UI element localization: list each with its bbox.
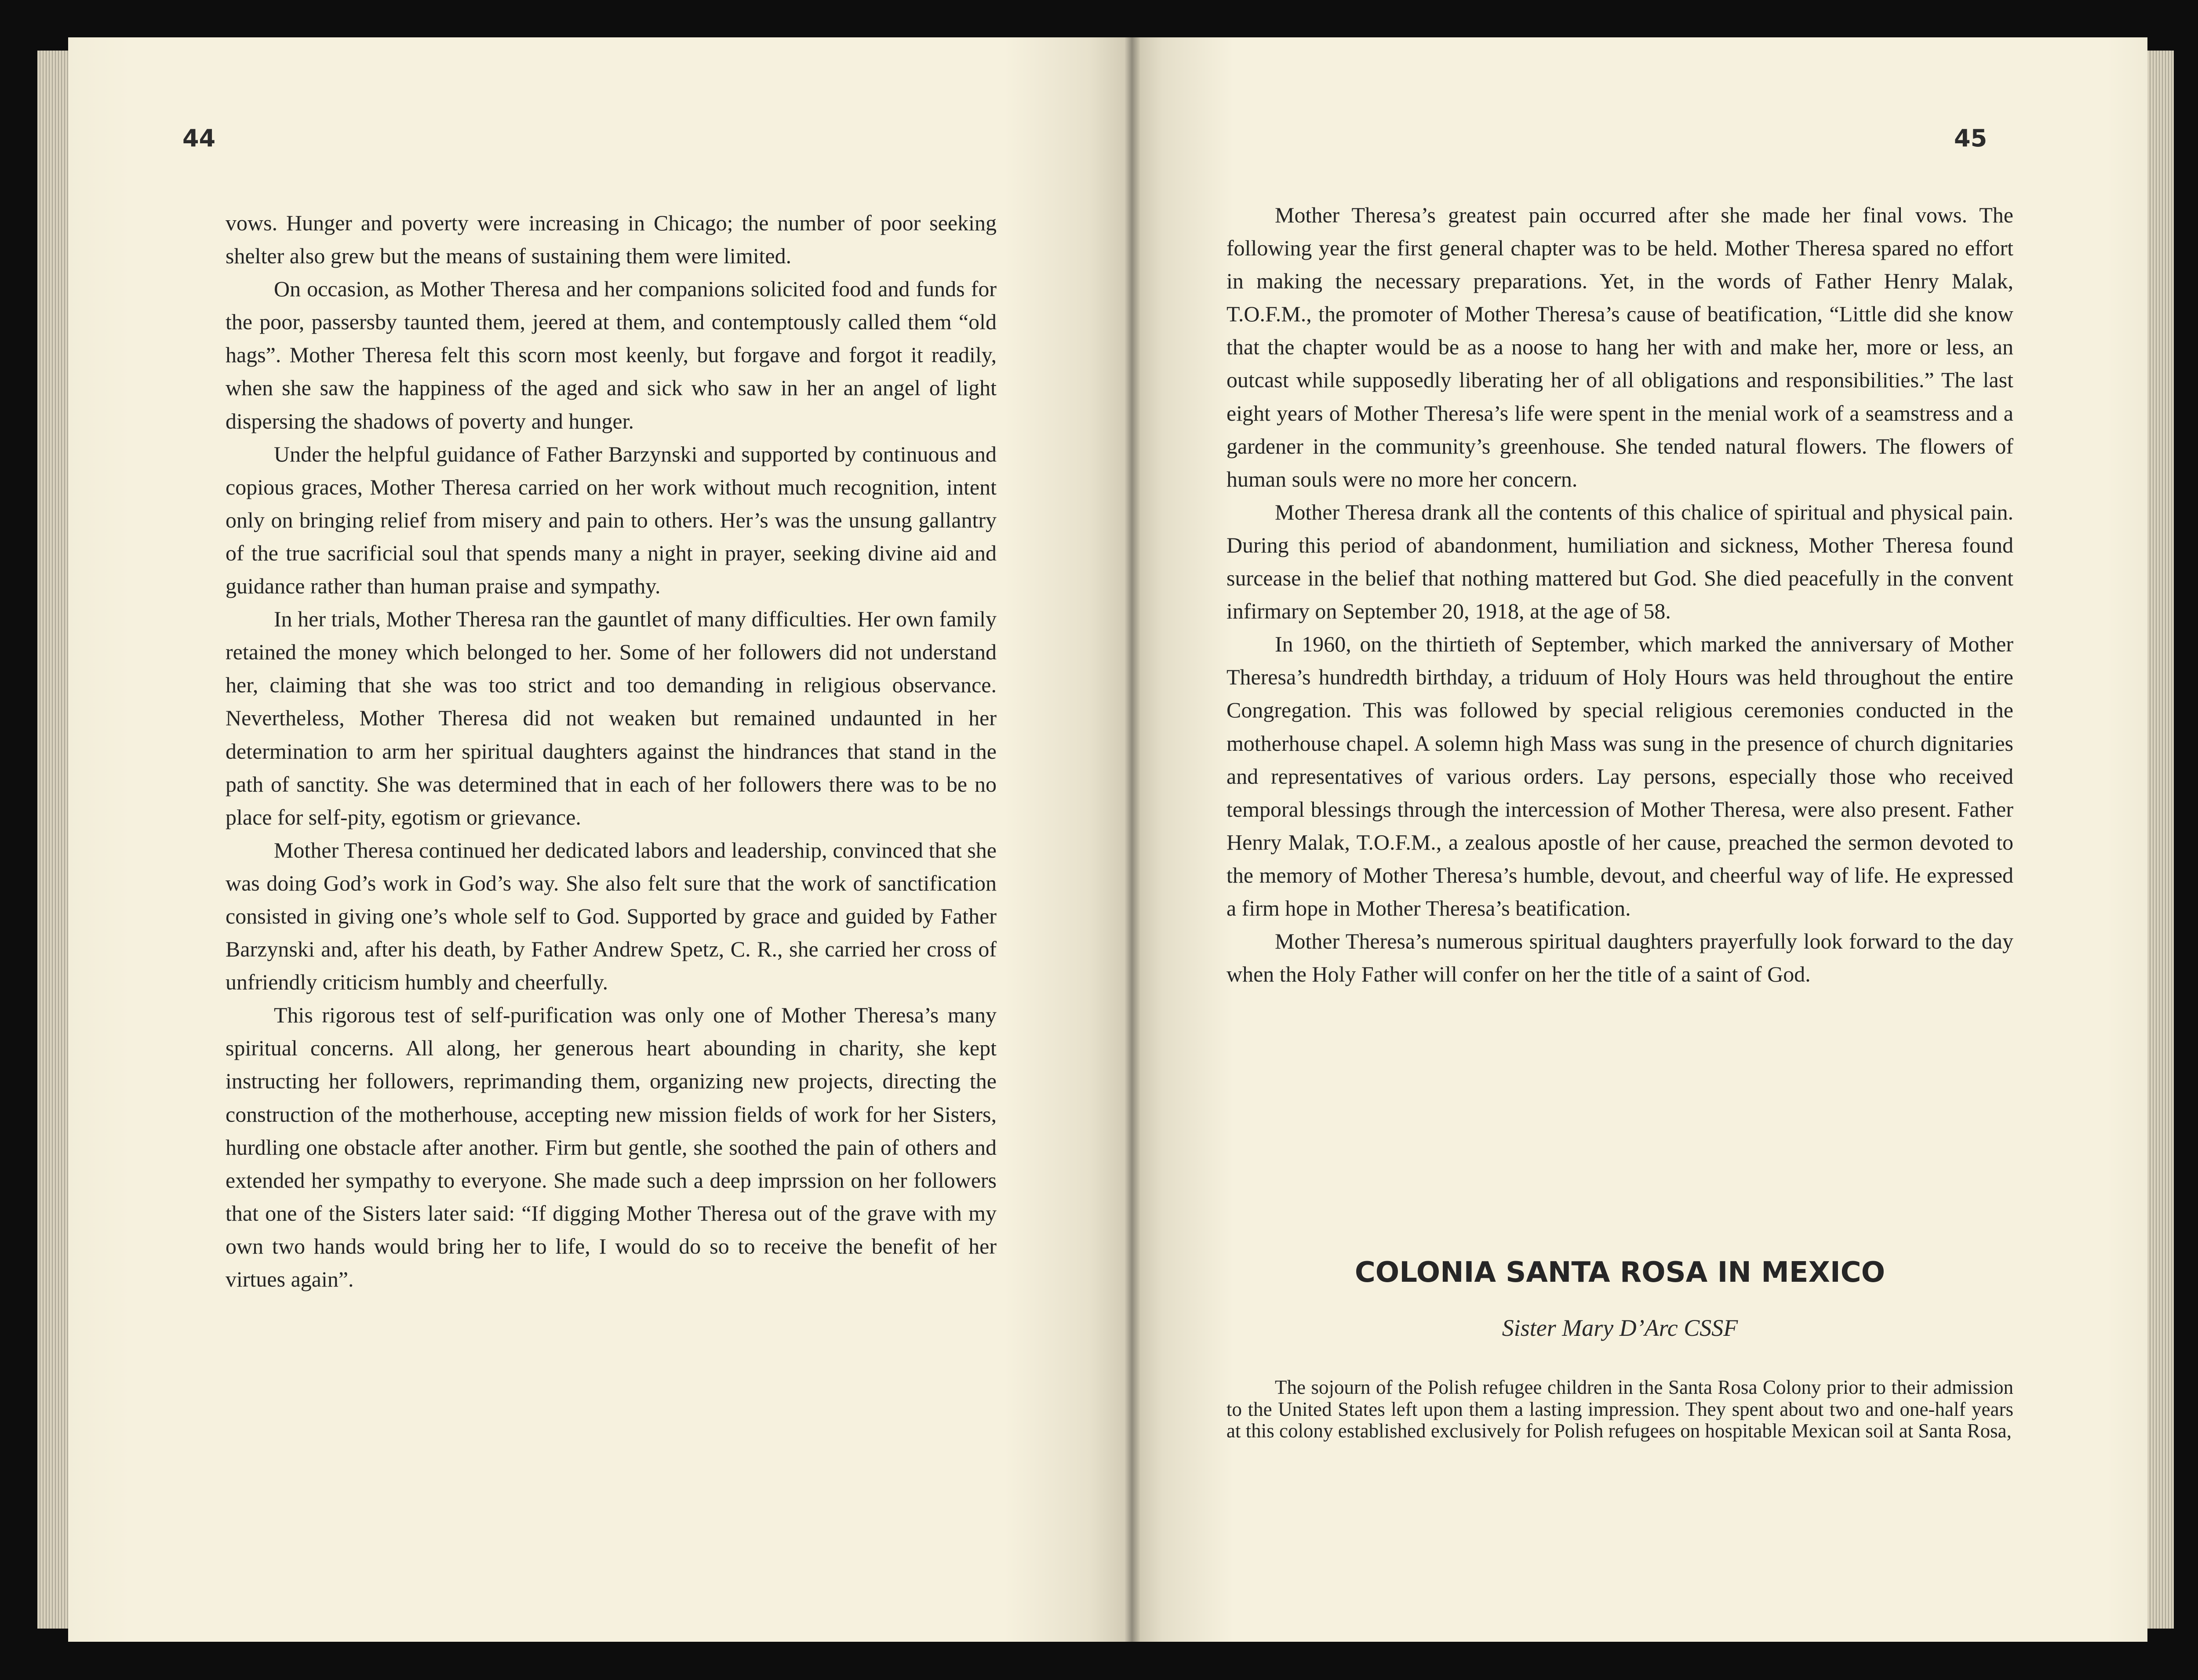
book-gutter xyxy=(1124,37,1140,1642)
paragraph: On occasion, as Mother Theresa and her companions solicited food and funds for the poor, passersby taunted them, jeered at them, and contemptously called them “old hags”. Mother Theresa felt this scorn most keenly, but forgave and forgot it readily, when she saw the happiness of the aged and sick who saw in her an angel of light dispersing the shadows of poverty and hunger. xyxy=(226,276,997,433)
right-page-edges xyxy=(2147,51,2174,1629)
left-page-number: 44 xyxy=(182,124,216,152)
article-title: COLONIA SANTA ROSA IN MEXICO xyxy=(1354,1256,1885,1289)
paragraph: In 1960, on the thirtieth of September, which marked the anniversary of Mother Theresa’s hundredth birthday, a triduum of Holy Hours was held throughout the entire Congregation. This was followed by special religious ceremonies conducted in the motherhouse chapel. A solemn high Mass was sung in the presence of church dignitaries and representatives of various orders. Lay persons, especially those who received temporal blessings through the intercession of Mother Theresa, were also present. Father Henry Malak, T.O.F.M., a zealous apostle of her cause, preached the sermon devoted to the memory of Mother Theresa’s humble, devout, and cheerful way of life. He expressed a firm hope in Mother Theresa’s beatification. xyxy=(1226,632,2013,920)
right-page-number: 45 xyxy=(1954,124,1987,152)
paragraph: Mother Theresa drank all the contents of this chalice of spiritual and physical pain. During this period of abandonment, humiliation and sickness, Mother Theresa found surcease in the belief that nothing mattered but God. She died peacefully in the convent infirmary on September 20, 1918, at the age of 58. xyxy=(1226,499,2013,624)
paragraph: Mother Theresa’s greatest pain occurred after she made her final vows. The following year the first general chapter was to be held. Mother Theresa spared no effort in making the necessary preparations. Yet, in the words of Father Henry Malak, T.O.F.M., the promoter of Mother Theresa’s cause of beatification, “Little did she know that the chapter would be as a noose to hang her with and make her, more or less, an outcast while supposedly liberating her of all obligations and responsibilities.” The last eight years of Mother Theresa’s life were spent in the menial work of a seamstress and a gardener in the community’s greenhouse. She tended natural flowers. The flowers of human souls were no more her concern. xyxy=(1226,203,2013,491)
left-page-text xyxy=(226,207,997,1296)
paragraph: Mother Theresa continued her dedicated labors and leadership, convinced that she was doing God’s work in God’s way. She also felt sure that the work of sanctification consisted in giving one’s whole self to God. Supported by grace and guided by Father Barzynski and, after his death, by Father Andrew Spetz, C. R., she carried her cross of unfriendly criticism humbly and cheerfully. xyxy=(226,837,997,995)
paragraph: vows. Hunger and poverty were increasing in Chicago; the number of poor seeking shelter also grew but the means of sustaining them were limited. xyxy=(226,211,997,269)
article-author: Sister Mary D’Arc CSSF xyxy=(1502,1315,1738,1341)
left-page-edges xyxy=(37,51,73,1629)
article-intro-paragraph: The sojourn of the Polish refugee children in the Santa Rosa Colony prior to their admission to the United States left upon them a lasting impression. They spent about two and one-half years at this colony established exclusively for Polish refugees on hospitable Mexican soil at Santa Rosa, xyxy=(1226,1376,2013,1442)
paragraph: Mother Theresa’s numerous spiritual daughters prayerfully look forward to the day when the Holy Father will confer on her the title of a saint of God. xyxy=(1226,929,2013,987)
paragraph: This rigorous test of self-purification was only one of Mother Theresa’s many spiritual concerns. All along, her generous heart abounding in charity, she kept instructing her followers, reprimanding them, organizing new projects, directing the construction of the motherhouse, accepting new mission fields of work for her Sisters, hurdling one obstacle after another. Firm but gentle, she soothed the pain of others and extended her sympathy to everyone. She made such a deep imprssion on her followers that one of the Sisters later said: “If digging Mother Theresa out of the grave with my own two hands would bring her to life, I would do so to receive the benefit of her virtues again”. xyxy=(226,1003,997,1291)
right-page-text xyxy=(1226,199,2013,991)
paragraph: In her trials, Mother Theresa ran the gauntlet of many difficulties. Her own family retained the money which belonged to her. Some of her followers did not understand her, claiming that she was too strict and too demanding in religious observance. Nevertheless, Mother Theresa did not weaken but remained undaunted in her determination to arm her spiritual daughters against the hindrances that stand in the path of sanctity. She was determined that in each of her followers there was to be no place for self-pity, egotism or grievance. xyxy=(226,607,997,829)
paragraph: Under the helpful guidance of Father Barzynski and supported by continuous and copious graces, Mother Theresa carried on her work without much recognition, intent only on bringing relief from misery and pain to others. Her’s was the unsung gallantry of the true sacrificial soul that spends many a night in prayer, seeking divine aid and guidance rather than human praise and sympathy. xyxy=(226,441,997,599)
